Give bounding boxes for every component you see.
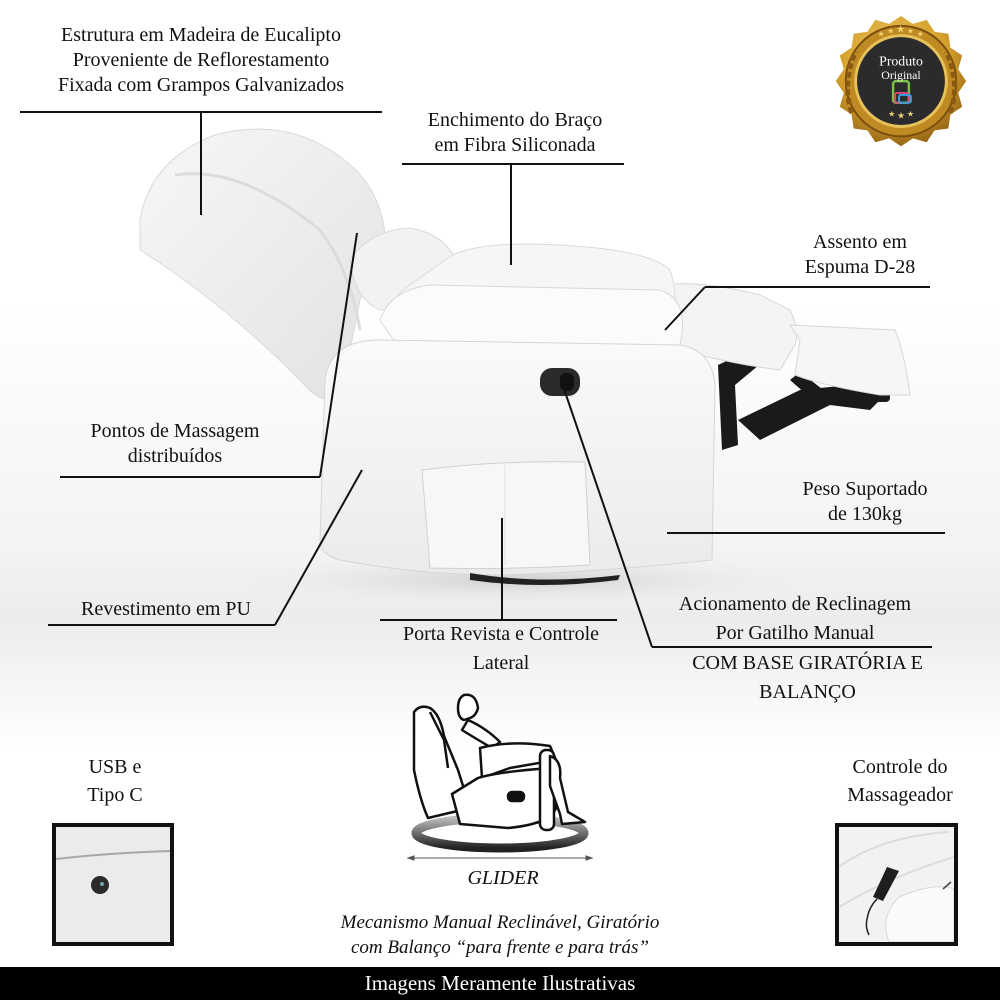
- badge-title-line1: Produto: [879, 53, 923, 69]
- callout-recline-trigger-line1: Acionamento de Reclinagem: [678, 593, 912, 615]
- callout-magazine-holder-line2: Lateral: [472, 652, 530, 674]
- glider-label: GLIDER: [467, 867, 539, 889]
- svg-text:★: ★: [888, 109, 896, 119]
- callout-structure-line2: Proveniente de Reflorestamento: [72, 49, 330, 71]
- massager-label-line2: Massageador: [847, 784, 953, 806]
- callout-recline-trigger: [660, 592, 930, 646]
- callout-massage-points-line1: Pontos de Massagem: [90, 420, 260, 442]
- svg-text:★: ★: [916, 29, 924, 39]
- callout-base-line1: COM BASE GIRATÓRIA E: [692, 652, 923, 674]
- callout-arm-fill-line2: em Fibra Siliconada: [434, 134, 596, 156]
- svg-text:★: ★: [906, 26, 914, 36]
- svg-text:★: ★: [896, 24, 905, 36]
- callout-seat: [770, 230, 950, 280]
- callout-massage-points: [60, 419, 290, 469]
- callout-seat-line2: Espuma D-28: [804, 256, 916, 278]
- massager-label-line1: Controle do: [852, 756, 948, 778]
- callout-structure-line1: Estrutura em Madeira de Eucalipto: [61, 24, 341, 46]
- massager-label: [820, 755, 980, 808]
- svg-text:★: ★: [877, 29, 885, 39]
- callout-upholstery-line1: Revestimento em PU: [81, 598, 251, 620]
- callout-seat-line1: Assento em: [813, 231, 907, 253]
- usb-label: [60, 755, 170, 808]
- usb-port-icon: [91, 876, 109, 894]
- callout-weight-line1: Peso Suportado: [802, 478, 928, 500]
- person-in-recliner-icon: [414, 695, 585, 830]
- svg-text:★: ★: [897, 110, 906, 121]
- callout-massage-points-line2: distribuídos: [127, 445, 223, 467]
- callout-base: [660, 651, 955, 705]
- glider-diagram: [400, 690, 600, 870]
- glider-caption: [250, 910, 750, 960]
- svg-text:★: ★: [887, 26, 895, 36]
- callout-weight-line2: de 130kg: [828, 503, 902, 525]
- glider-caption-line2: com Balanço “para frente e para trás”: [350, 937, 649, 958]
- callout-magazine-holder: [376, 622, 626, 676]
- callout-structure-line3: Fixada com Grampos Galvanizados: [57, 74, 345, 96]
- glider-caption-line1: Mecanismo Manual Reclinável, Giratório: [340, 912, 660, 933]
- callout-weight: [775, 477, 955, 527]
- footer-disclaimer: Imagens Meramente Ilustrativas: [364, 971, 636, 995]
- callout-base-line2: BALANÇO: [759, 681, 856, 703]
- callout-recline-trigger-line2: Por Gatilho Manual: [715, 622, 875, 644]
- badge-title-line2: Original: [881, 68, 921, 83]
- usb-label-line2: Tipo C: [87, 784, 143, 806]
- footer-banner: [0, 967, 1000, 1000]
- usb-label-line1: USB e: [88, 756, 142, 778]
- callout-arm-fill: [400, 108, 630, 158]
- svg-text:★: ★: [906, 109, 914, 119]
- original-product-badge: [822, 14, 980, 162]
- massager-control-thumbnail: [835, 823, 958, 946]
- glide-arrow-icon: [408, 856, 592, 860]
- callout-arm-fill-line1: Enchimento do Braço: [427, 109, 603, 131]
- usb-port-thumbnail: [52, 823, 174, 946]
- callout-structure: [20, 23, 382, 98]
- callout-upholstery: [60, 597, 272, 622]
- callout-magazine-holder-line1: Porta Revista e Controle: [402, 623, 600, 645]
